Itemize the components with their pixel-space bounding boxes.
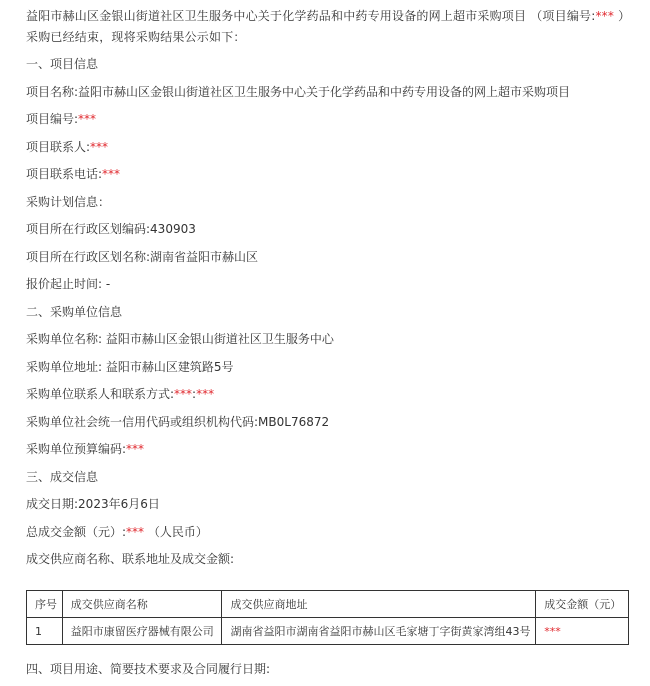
credit-code-line — [26, 409, 630, 437]
header-index: 序号 — [27, 591, 63, 618]
project-phone-label: 项目联系电话: — [26, 167, 103, 181]
region-name-line — [26, 244, 630, 272]
project-contact-line — [26, 134, 630, 162]
unit-contact-value2: *** — [196, 387, 215, 401]
project-name-value: 益阳市赫山区金银山街道社区卫生服务中心关于化学药品和中药专用设备的网上超市采购项目 — [78, 84, 571, 99]
project-contact-value: *** — [90, 139, 109, 154]
region-name-value: 湖南省益阳市赫山区 — [150, 249, 259, 264]
project-code-label: 项目编号: — [26, 112, 79, 126]
header-supplier-name: 成交供应商名称 — [62, 591, 222, 618]
unit-address-label: 采购单位地址: — [26, 359, 106, 374]
region-code-line — [26, 216, 630, 244]
intro-text-part2: ）采购已经结束，现将采购结果公示如下： — [26, 9, 625, 44]
unit-name-value: 益阳市赫山区金银山街道社区卫生服务中心 — [105, 332, 334, 346]
unit-name-line — [26, 326, 630, 354]
total-amount-suffix: （人民币） — [144, 524, 208, 539]
project-phone-value: *** — [102, 167, 121, 181]
unit-address-line — [26, 354, 630, 382]
section1-heading: 一、项目信息 — [26, 57, 99, 71]
region-code-label: 项目所在行政区划编码: — [26, 222, 151, 236]
project-name-label: 项目名称: — [26, 84, 79, 99]
credit-code-value: MB0L76872 — [258, 414, 330, 429]
unit-contact-line — [26, 381, 630, 409]
project-code-line — [26, 106, 630, 134]
intro-text-part1: 益阳市赫山区金银山街道社区卫生服务中心关于化学药品和中药专用设备的网上超市采购项目 （项目编号: — [26, 9, 596, 23]
cell-supplier-name: 益阳市康留医疗器械有限公司 — [62, 618, 222, 645]
region-name-label: 项目所在行政区划名称: — [26, 249, 151, 264]
project-code-value: *** — [78, 112, 97, 126]
cell-supplier-address: 湖南省益阳市湖南省益阳市赫山区毛家塘丁字街黄家湾组43号 — [222, 618, 536, 645]
quote-time-value: - — [105, 277, 111, 291]
region-code-value: 430903 — [150, 222, 196, 236]
section3-heading: 三、成交信息 — [26, 469, 99, 484]
deal-table — [26, 590, 629, 645]
unit-name-label: 采购单位名称: — [26, 332, 106, 346]
unit-contact-value1: *** — [174, 387, 193, 401]
plan-info-line: 采购计划信息： — [26, 194, 111, 209]
intro-project-code: *** — [595, 9, 615, 23]
section2-heading: 二、采购单位信息 — [26, 304, 123, 319]
cell-deal-amount: *** — [536, 618, 629, 645]
deal-date-line — [26, 491, 630, 519]
section4-heading: 四、项目用途、简要技术要求及合同履行日期: — [26, 662, 271, 676]
budget-code-line — [26, 436, 630, 464]
announcement-intro — [26, 6, 630, 48]
deal-date-label: 成交日期: — [26, 497, 79, 511]
table-row — [27, 618, 629, 645]
unit-contact-sep: : — [192, 387, 197, 401]
quote-time-label: 报价起止时间: — [26, 277, 106, 291]
budget-code-label: 采购单位预算编码: — [26, 442, 127, 456]
unit-address-value: 益阳市赫山区建筑路5号 — [105, 359, 234, 374]
cell-index: 1 — [27, 618, 63, 645]
budget-code-value: *** — [126, 442, 145, 456]
quote-time-line — [26, 271, 630, 299]
table-header-row — [27, 591, 629, 618]
supplier-title-line: 成交供应商名称、联系地址及成交金额: — [26, 552, 235, 566]
total-amount-line — [26, 519, 630, 547]
credit-code-label: 采购单位社会统一信用代码或组织机构代码: — [26, 414, 259, 429]
total-amount-label: 总成交金额（元）: — [26, 524, 127, 539]
project-contact-label: 项目联系人: — [26, 139, 91, 154]
unit-contact-label: 采购单位联系人和联系方式: — [26, 387, 175, 401]
header-supplier-address: 成交供应商地址 — [222, 591, 536, 618]
project-phone-line — [26, 161, 630, 189]
header-deal-amount: 成交金额（元） — [536, 591, 629, 618]
total-amount-value: *** — [126, 524, 145, 539]
project-name-line — [26, 79, 630, 107]
deal-date-value: 2023年6月6日 — [78, 497, 160, 511]
